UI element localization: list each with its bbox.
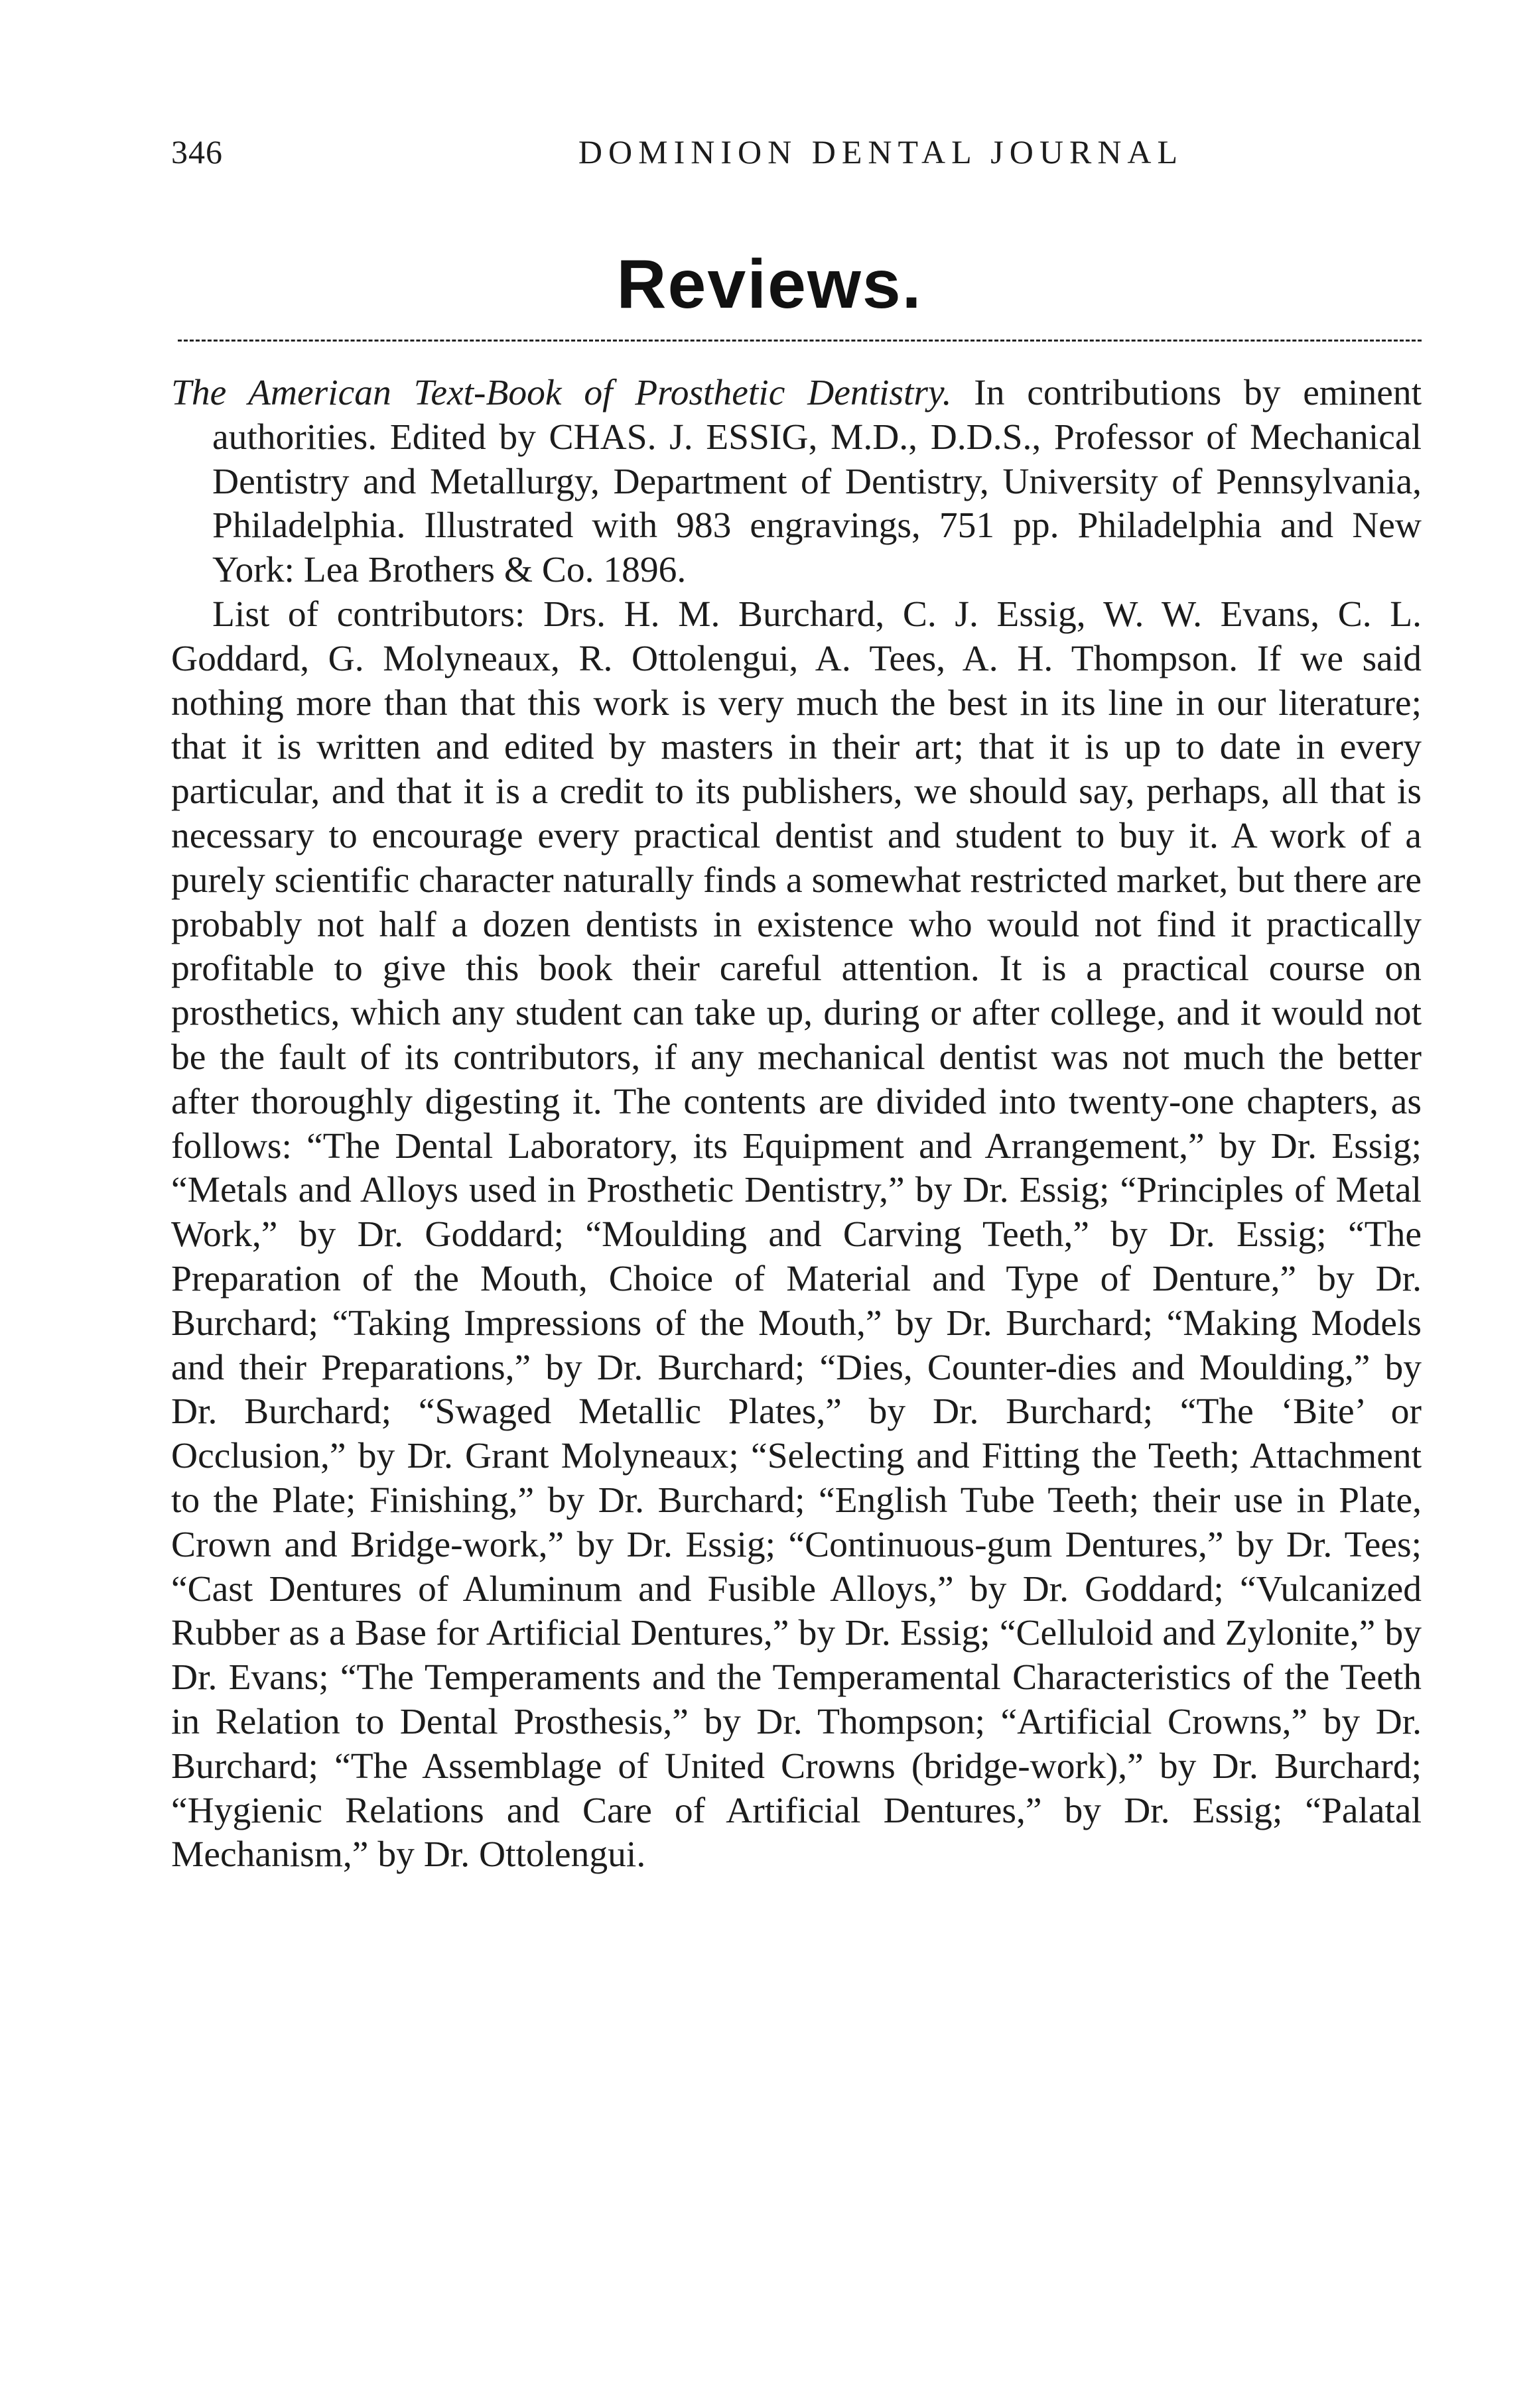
running-head [171,133,1432,172]
book-citation [171,371,1422,593]
review-body: List of contributors: Drs. H. M. Burchard, C. J. Essig, W. W. Evans, C. L. Goddard, G. Molyneaux, R. Ottolengui, A. Tees, A. H. Thompson. If we said nothing more than that this work is very much the best in its line in our literature; that it is written and edited by masters in their art; that it is up to date in every particular, and that it is a credit to its publishers, we should say, perhaps, all that is necessary to encourage every practical dentist and student to buy it. A work of a purely scientific character naturally finds a somewhat restricted market, but there are probably not half a dozen dentists in existence who would not find it practically profitable to give this book their careful attention. It is a practical course on prosthetics, which any student can take up, during or after college, and it would not be the fault of its contributors, if any mechanical dentist was not much the better after thoroughly digesting it. The contents are divided into twenty-one chapters, as follows: “The Dental Laboratory, its Equipment and Arrangement,” by Dr. Essig; “Metals and Alloys used in Prosthetic Dentistry,” by Dr. Essig; “Principles of Metal Work,” by Dr. Goddard; “Moulding and Carving Teeth,” by Dr. Essig; “The Preparation of the Mouth, Choice of Material and Type of Denture,” by Dr. Burchard; “Taking Impressions of the Mouth,” by Dr. Burchard; “Making Models and their Preparations,” by Dr. Burchard; “Dies, Counter-dies and Moulding,” by Dr. Burchard; “Swaged Metallic Plates,” by Dr. Burchard; “The ‘Bite’ or Occlusion,” by Dr. Grant Molyneaux; “Selecting and Fitting the Teeth; Attachment to the Plate; Finishing,” by Dr. Burchard; “English Tube Teeth; their use in Plate, Crown and Bridge-work,” by Dr. Essig; “Continuous-gum Dentures,” by Dr. Tees; “Cast Dentures of Aluminum and Fusible Alloys,” by Dr. Goddard; “Vulcanized Rubber as a Base for Artificial Dentures,” by Dr. Essig; “Celluloid and Zylonite,” by Dr. Evans; “The Temperaments and the Temperamental Characteristics of the Teeth in Relation to Dental Prosthesis,” by Dr. Thompson; “Artificial Crowns,” by Dr. Burchard; “The Assemblage of United Crowns (bridge-work),” by Dr. Burchard; “Hygienic Relations and Care of Artificial Dentures,” by Dr. Essig; “Palatal Mechanism,” by Dr. Ottolengui. [171,594,1422,1875]
title-divider [178,340,1422,344]
review-article [171,371,1422,1877]
journal-title: DOMINION DENTAL JOURNAL [578,133,1184,170]
citation-details: In contributions by eminent authorities. Edited by CHAS. J. ESSIG, M.D., D.D.S., Professor of Mechanical Dentistry and Metallurgy, Department of Dentistry, University of Pennsylvania, Philadelphia. Illustrated with 983 engravings, 751 pp. Philadelphia and New York: Lea Brothers & Co. 1896. [212,373,1422,591]
section-title: Reviews. [616,246,923,323]
book-title: The American Text-Book of Prosthetic Dentistry. [171,373,952,413]
page-number: 346 [171,133,223,170]
